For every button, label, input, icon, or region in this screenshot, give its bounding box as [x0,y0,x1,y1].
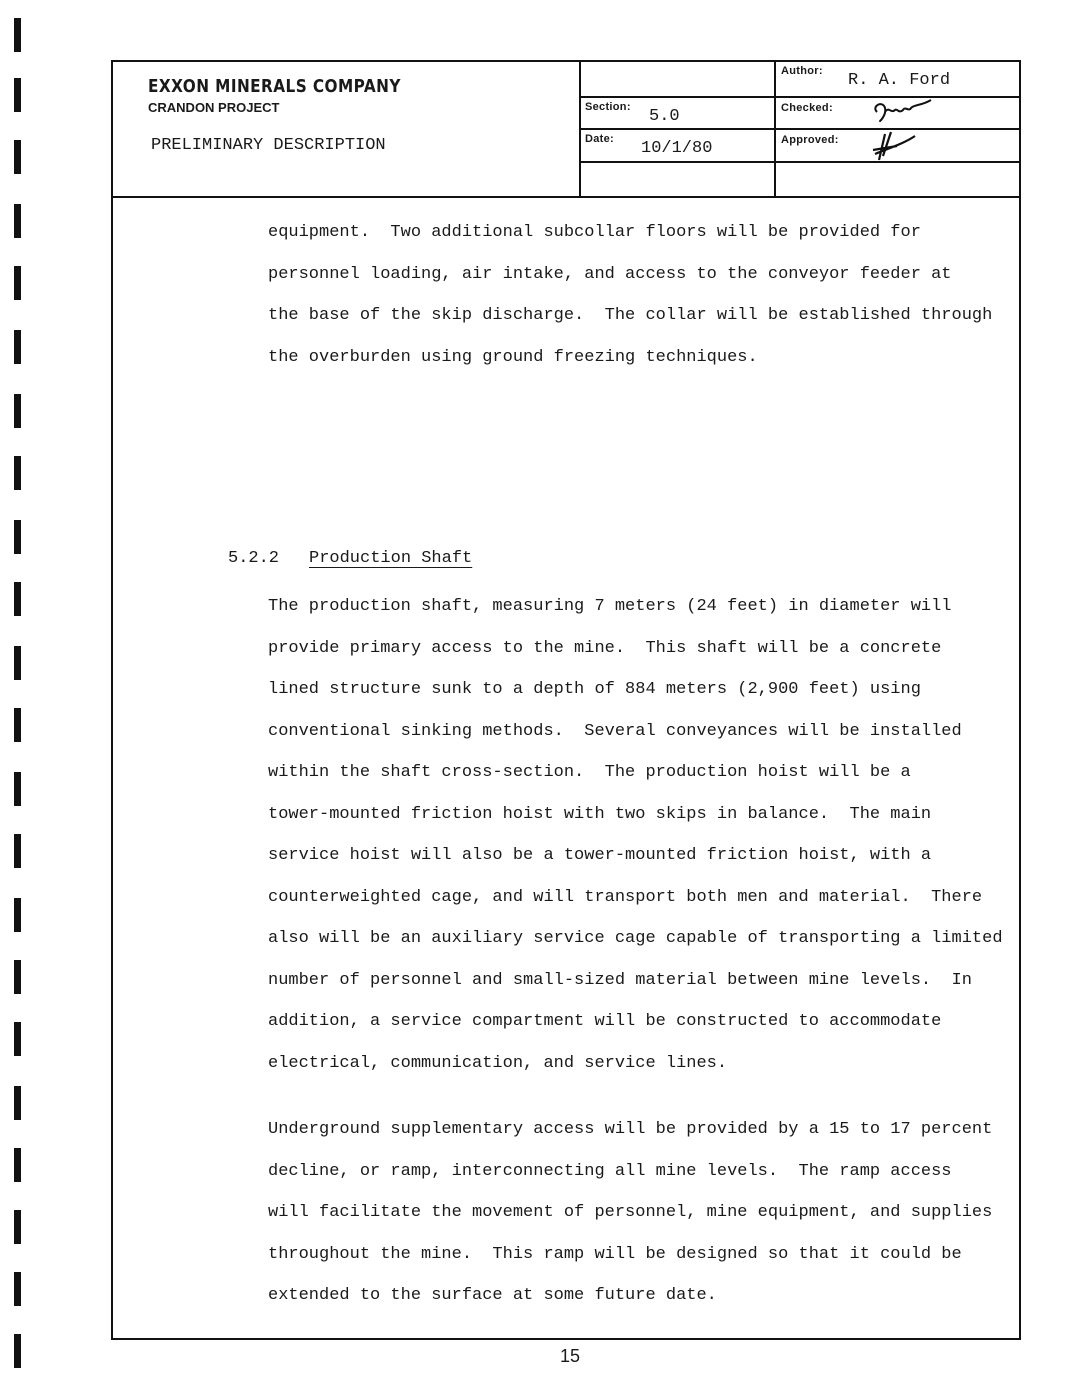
paragraph: Underground supplementary access will be provided by a 15 to 17 percent decline, or ramp, interconnecting all mine levels. The ramp access will facilitate the movement of personnel, mine equipment, and supplies throughout the mine. This ramp will be designed so that it could be extended to the surface at some future date. [268,1120,993,1305]
section-label: Section: [585,101,631,113]
section-heading: Production Shaft [309,549,473,568]
paragraph: equipment. Two additional subcollar floors will be provided for personnel loading, air intake, and access to the conveyor feeder at the base of the skip discharge. The collar will be established through the overburden using ground freezing techniques. [268,223,993,367]
divider [579,161,1019,163]
title-block [113,62,1019,198]
document-frame [111,60,1021,1340]
company-name: EXXON MINERALS COMPANY [148,76,401,97]
approved-label: Approved: [781,134,839,146]
section-number: 5.2.2 [228,549,280,568]
page-number: 15 [560,1346,581,1366]
section-value: 5.0 [649,107,680,126]
divider [579,96,1019,98]
date-label: Date: [585,133,615,145]
date-value: 10/1/80 [641,139,713,158]
divider [579,128,1019,130]
author-label: Author: [781,65,823,77]
paragraph: The production shaft, measuring 7 meters (24 feet) in diameter will provide primary access to the mine. This shaft will be a concrete lined structure sunk to a depth of 884 meters (2,900 feet) using conventional sinking methods. Several conveyances will be installed within the shaft cross-section. The production hoist will be a tower-mounted friction hoist with two skips in balance. The main service hoist will also be a tower-mounted friction hoist, with a counterweighted cage, and will transport both men and material. There also will be an auxiliary service cage capable of transporting a limited number of personnel and small-sized material between mine levels. In addition, a service compartment will be constructed to accommodate electrical, communication, and service lines. [268,597,1003,1073]
project-name: CRANDON PROJECT [148,100,280,115]
checked-label: Checked: [781,102,833,114]
document-type: PRELIMINARY DESCRIPTION [151,136,386,155]
approved-signature [869,130,919,162]
checked-signature [869,98,935,128]
author-value: R. A. Ford [848,71,951,90]
